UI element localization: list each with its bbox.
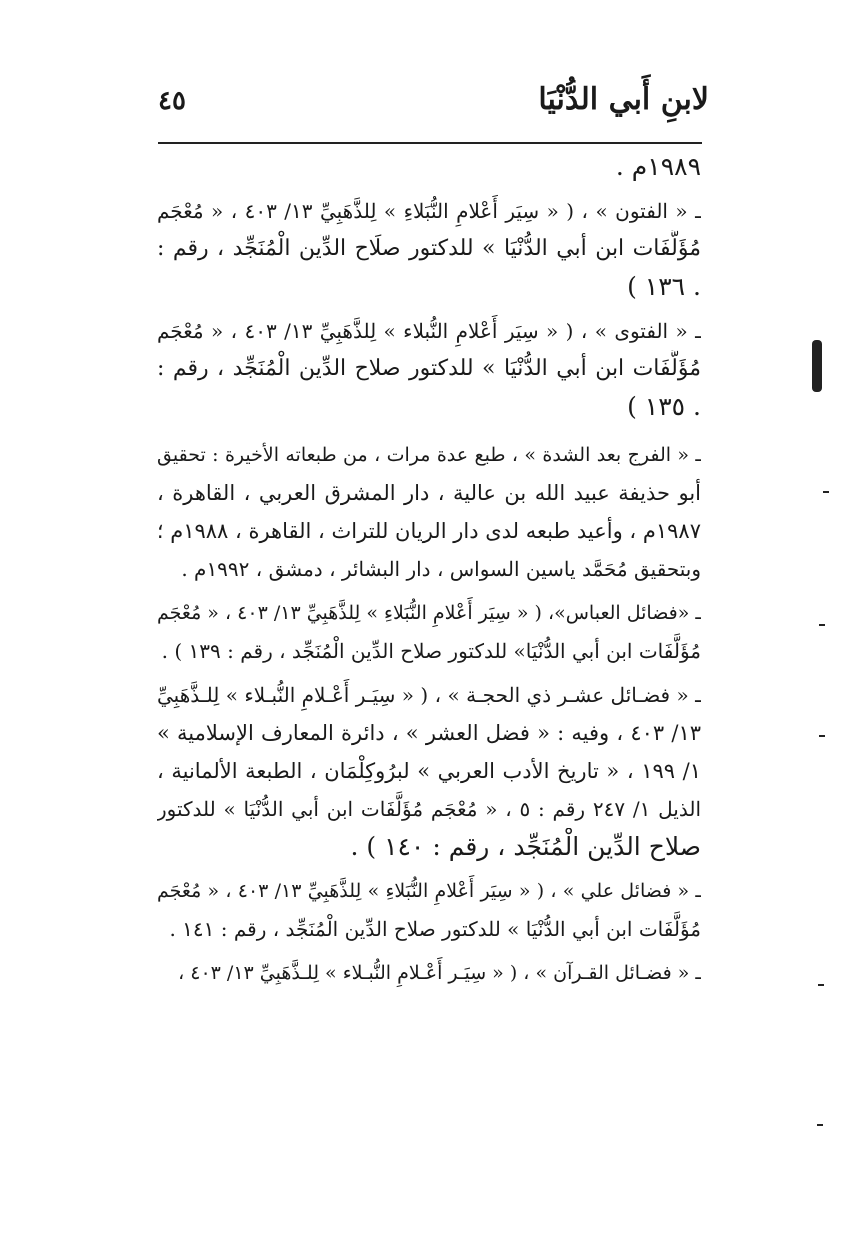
scan-dot xyxy=(823,491,829,493)
text-line: ١٩٨٧م ، وأعيد طبعه لدى دار الريان للتراث ، القاهرة ، ١٩٨٨م ؛ xyxy=(157,519,701,543)
text-line: ـ «فضائل العباس»، ( « سِيَر أَعْلامِ النُّبَلاءِ » لِلذَّهَبِيِّ ١٣/ ٤٠٣ ، « مُعْجَم xyxy=(157,602,701,624)
scan-edge-mark xyxy=(812,340,822,392)
text-line: ـ « الفرج بعد الشدة » ، طبع عدة مرات ، من طبعاته الأخيرة : تحقيق xyxy=(157,444,701,466)
text-line: مُؤَلَّفَات ابن أبي الدُّنْيَا » للدكتور صلَاح الدِّين الْمُنَجِّد ، رقم : xyxy=(157,236,701,261)
text-line: ـ « الفتوى » ، ( « سِيَر أَعْلامِ النُّبلاء » لِلذَّهَبِيِّ ١٣/ ٤٠٣ ، « مُعْجَم xyxy=(157,319,701,343)
text-line: وبتحقيق مُحَمَّد ياسين السواس ، دار البشائر ، دمشق ، ١٩٩٢م . xyxy=(181,557,701,581)
running-header-title: لابنِ أَبي الدُّنْيَا xyxy=(538,82,709,117)
text-line: . ١٣٦ ) xyxy=(627,272,701,301)
header-rule xyxy=(158,142,702,144)
scan-dot xyxy=(817,1124,823,1126)
page-number: ٤٥ xyxy=(158,86,186,116)
text-line: ـ « فضـائل عشـر ذي الحجـة » ، ( « سِيَـر أَعْـلامِ النُّبـلاء » لِلـذَّهَبِيِّ xyxy=(157,683,701,707)
text-line: مُؤَلَّفَات ابن أبي الدُّنْيَا » للدكتور صلاح الدِّين الْمُنَجِّد ، رقم : xyxy=(157,356,701,381)
scan-dot xyxy=(819,735,825,737)
text-line: مُؤَلَّفَات ابن أبي الدُّنْيَا » للدكتور صلاح الدِّين الْمُنَجِّد ، رقم : ١٤١ . xyxy=(169,917,701,941)
text-line: ١٩٨٩م . xyxy=(615,152,701,181)
text-line: ـ « الفتون » ، ( « سِيَر أَعْلامِ النُّبَلاءِ » لِلذَّهَبِيِّ ١٣/ ٤٠٣ ، « مُعْجَم xyxy=(157,199,701,223)
text-line: . ١٣٥ ) xyxy=(627,392,701,421)
text-line: ـ « فضائل علي » ، ( « سِيَر أَعْلامِ النُّبَلاءِ » لِلذَّهَبِيِّ ١٣/ ٤٠٣ ، « مُعْجَم xyxy=(157,880,701,902)
text-line: مُؤَلَّفَات ابن أبي الدُّنْيَا» للدكتور صلاح الدِّين الْمُنَجِّد ، رقم : ١٣٩ ) . xyxy=(161,639,701,663)
text-line: ١/ ١٩٩ ، « تاريخ الأدب العربي » لبرُوكِلْمَان ، الطبعة الألمانية ، xyxy=(157,759,701,783)
text-line: صلاح الدِّين الْمُنَجِّد ، رقم : ١٤٠ ) . xyxy=(350,832,701,861)
text-line: ١٣/ ٤٠٣ ، وفيه : « فضل العشر » ، دائرة المعارف الإسلامية » xyxy=(157,721,701,745)
scan-dot xyxy=(819,624,825,626)
text-line: أبو حذيفة عبيد الله بن عالية ، دار المشرق العربي ، القاهرة ، xyxy=(157,481,701,505)
text-line: ـ « فضـائل القـرآن » ، ( « سِيَـر أَعْـلامِ النُّبـلاء » لِلـذَّهَبِيِّ ١٣/ ٤٠٣ ، xyxy=(178,962,701,984)
text-line: الذيل ١/ ٢٤٧ رقم : ٥ ، « مُعْجَم مُؤَلَّفَات ابن أبي الدُّنْيَا » للدكتور xyxy=(157,797,701,821)
scan-dot xyxy=(818,984,824,986)
